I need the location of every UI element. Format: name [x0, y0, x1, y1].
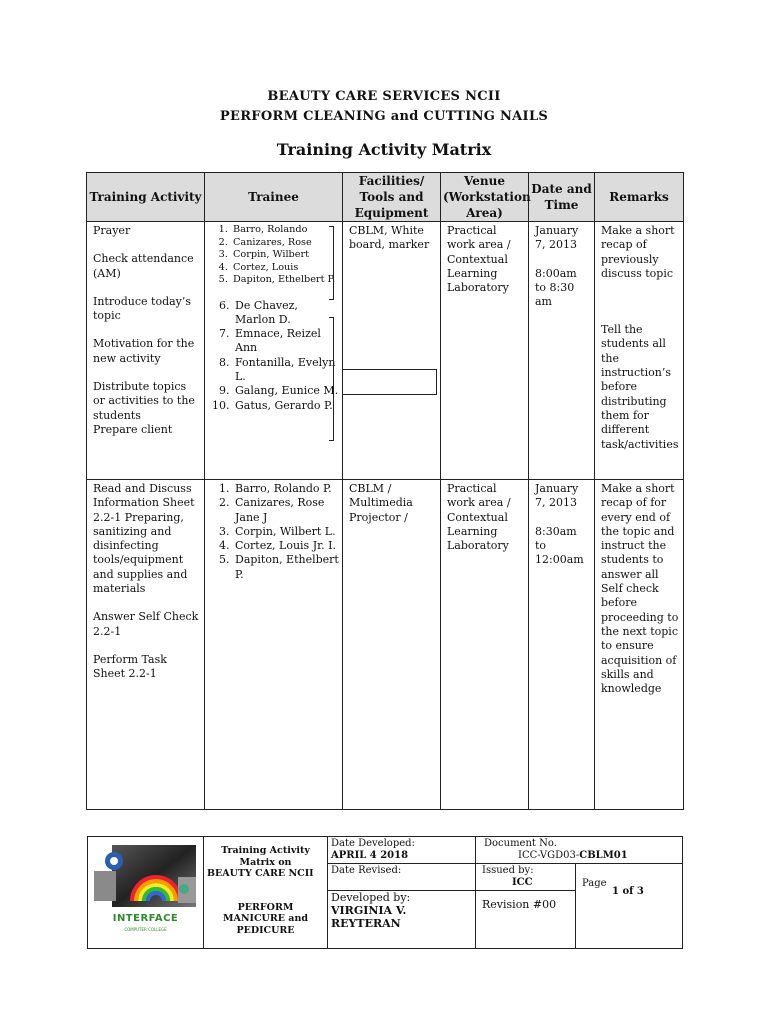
list-item: 10. Gatus, Gerardo P.	[233, 399, 339, 413]
table-row	[87, 222, 684, 480]
table-row	[87, 480, 684, 810]
facilities-text: CBLM, White board, marker	[349, 224, 430, 252]
activity-item: Motivation for the new activity	[93, 337, 195, 365]
document-footer	[87, 836, 683, 949]
list-item: 1. Barro, Rolando P.	[233, 482, 339, 496]
activity-item: Perform Task Sheet 2.2-1	[93, 652, 167, 681]
doc-no-prefix: ICC-VGD03-	[518, 850, 580, 861]
field-label: Issued by:	[482, 865, 534, 876]
trainee-list	[211, 224, 339, 287]
list-item: 8. Fontanilla, Evelyn L.	[233, 356, 339, 385]
column-header: Remarks	[595, 173, 684, 222]
bracket-line	[329, 317, 334, 441]
column-header: Facilities/ Tools and Equipment	[343, 173, 441, 222]
activity-item: Check attendance (AM)	[93, 252, 194, 280]
facilities-text: CBLM / Multimedia Projector /	[349, 482, 413, 524]
list-item: 2. Canizares, Rose Jane J	[233, 496, 339, 525]
list-item: 9. Galang, Eunice M.	[233, 384, 339, 398]
column-header: Training Activity	[87, 173, 205, 222]
time-text: 8:30am to 12:00am	[535, 524, 584, 567]
field-label: Date Developed:	[331, 838, 415, 849]
list-item: 1. Barro, Rolando	[231, 224, 339, 237]
document-heading: BEAUTY CARE SERVICES NCII	[267, 89, 501, 104]
remarks-cell	[595, 480, 684, 810]
document-title-cell	[204, 837, 328, 949]
document-number	[484, 850, 679, 862]
activity-item: Read and Discuss Information Sheet 2.2-1 Preparing, sanitizing and disinfecting tools/equipment and supplies and materials	[93, 482, 195, 596]
table-header-row	[87, 173, 684, 222]
remarks-text: Make a short recap of previously discuss topic	[601, 224, 675, 280]
date-developed-value: APRIL 4 2018	[331, 850, 409, 861]
document-subheading: PERFORM CLEANING and CUTTING NAILS	[219, 109, 549, 124]
document-number-cell	[476, 837, 683, 864]
activity-item: Introduce today’s topic	[93, 294, 192, 323]
venue-cell	[441, 480, 529, 810]
page-cell	[576, 864, 683, 949]
logo-text: INTERFACE	[112, 913, 179, 924]
remarks-text: Tell the students all the instruction’s before distributing them for different task/activities	[601, 323, 679, 451]
trainee-list	[211, 299, 339, 413]
revision-number: Revision #00	[482, 898, 557, 911]
issued-by-cell	[476, 864, 576, 891]
revision-cell	[476, 891, 576, 949]
list-item: 3. Corpin, Wilbert	[231, 249, 339, 262]
activity-item: Distribute topics or activities to the students	[93, 380, 195, 422]
venue-text: Practical work area / Contextual Learning Laboratory	[447, 224, 511, 295]
column-header: Venue (Workstation Area)	[441, 173, 529, 222]
list-item: 7. Emnace, Reizel Ann	[233, 327, 339, 356]
doc-subtitle: PERFORM MANICURE and PEDICURE	[222, 901, 308, 936]
list-item: 4. Cortez, Louis Jr. I.	[233, 539, 339, 553]
trainee-cell	[205, 480, 343, 810]
doc-title-line: Training Activity Matrix on	[221, 845, 310, 868]
page-number: 1 of 3	[612, 886, 644, 897]
date-time-cell	[529, 480, 595, 810]
activity-cell	[87, 222, 205, 480]
list-item: 6. De Chavez, Marlon D.	[233, 299, 339, 328]
doc-no-code: CBLM01	[579, 850, 628, 861]
facilities-cell	[343, 480, 441, 810]
list-item: 4. Cortez, Louis	[231, 262, 339, 275]
empty-box	[343, 369, 438, 395]
date-text: January 7, 2013	[535, 482, 579, 510]
activity-item: Prepare client	[93, 422, 173, 436]
field-label: Document No.	[484, 838, 557, 849]
list-item: 5. Dapiton, Ethelbert P.	[233, 553, 339, 582]
venue-text: Practical work area / Contextual Learning Laboratory	[447, 482, 511, 553]
time-text: 8:00am to 8:30 am	[535, 266, 577, 309]
trainee-cell	[205, 222, 343, 480]
facilities-cell	[343, 222, 441, 480]
list-item: 5. Dapiton, Ethelbert P.	[231, 274, 339, 287]
trainee-list	[211, 482, 339, 582]
doc-title-line: BEAUTY CARE NCII	[207, 868, 314, 879]
list-item: 3. Corpin, Wilbert L.	[233, 525, 339, 539]
developed-by-cell	[328, 891, 476, 949]
date-text: January 7, 2013	[535, 224, 579, 252]
remarks-text: Make a short recap of for every end of the topic and instruct the students to answer all Self check before proceeding to the next topic to ensure acquisition of skills and knowledge	[601, 482, 679, 696]
remarks-cell	[595, 222, 684, 480]
field-label: Page	[582, 878, 607, 889]
date-developed-cell	[328, 837, 476, 864]
field-label: Date Revised:	[331, 865, 402, 876]
page-title: Training Activity Matrix	[276, 140, 492, 159]
date-revised-cell	[328, 864, 476, 891]
activity-item: Answer Self Check 2.2-1	[93, 610, 199, 638]
college-logo	[92, 841, 200, 931]
logo-subtext: COMPUTER COLLEGE	[124, 927, 167, 932]
activity-cell	[87, 480, 205, 810]
field-label: Developed by:	[331, 891, 411, 904]
venue-cell	[441, 222, 529, 480]
date-time-cell	[529, 222, 595, 480]
issued-by-value: ICC	[512, 877, 533, 888]
training-activity-table	[86, 172, 684, 810]
column-header: Date and Time	[529, 173, 595, 222]
bracket-line	[329, 226, 334, 300]
list-item: 2. Canizares, Rose	[231, 237, 339, 250]
column-header: Trainee	[205, 173, 343, 222]
activity-item: Prayer	[93, 224, 131, 237]
developed-by-value: VIRGINIA V. REYTERAN	[331, 904, 407, 930]
logo-cell	[88, 837, 204, 949]
